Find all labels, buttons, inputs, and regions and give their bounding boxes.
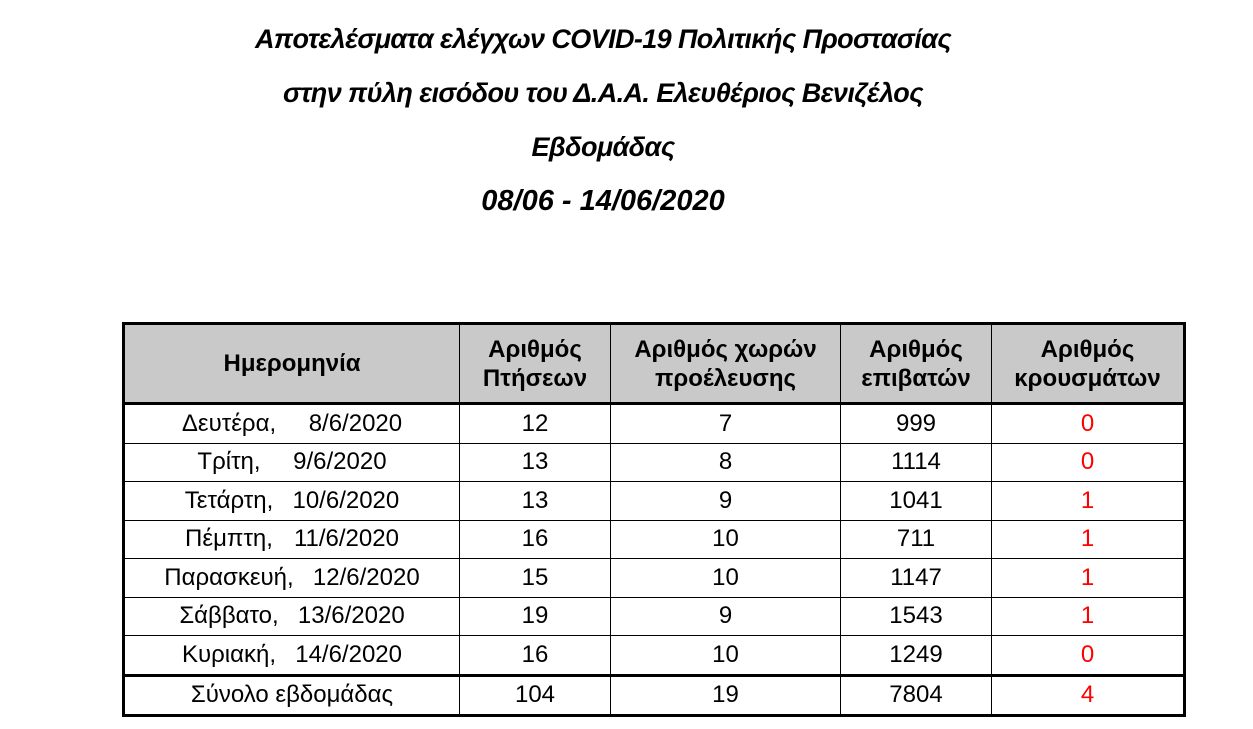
date-value: 8/6/2020: [308, 409, 403, 437]
title-line-3: Εβδομάδας: [531, 132, 675, 162]
date-cell: [124, 597, 460, 636]
date-value: 9/6/2020: [293, 448, 387, 476]
date-cell: [124, 482, 460, 521]
table-row: [124, 482, 1185, 521]
countries-cell: 9: [611, 597, 841, 636]
total-row: [124, 675, 1185, 716]
cases-cell: 0: [992, 404, 1185, 444]
passengers-cell: 711: [841, 520, 992, 559]
countries-cell: 10: [611, 636, 841, 676]
header-flights: Αριθμός Πτήσεων: [460, 324, 611, 404]
date-value: 13/6/2020: [297, 602, 405, 630]
flights-cell: 15: [460, 559, 611, 598]
countries-cell: 8: [611, 443, 841, 482]
flights-cell: 12: [460, 404, 611, 444]
cases-cell: 1: [992, 559, 1185, 598]
day-name: Πέμπτη,: [185, 525, 273, 553]
table-row: [124, 520, 1185, 559]
flights-cell: 13: [460, 443, 611, 482]
header-countries: Αριθμός χωρών προέλευσης: [611, 324, 841, 404]
cases-cell: 1: [992, 597, 1185, 636]
passengers-cell: 1147: [841, 559, 992, 598]
date-cell: [124, 443, 460, 482]
table-header-row: [124, 324, 1185, 404]
cases-cell: 1: [992, 482, 1185, 521]
countries-cell: 10: [611, 559, 841, 598]
header-date: Ημερομηνία: [124, 324, 460, 404]
day-name: Σάββατο,: [179, 602, 279, 630]
countries-cell: 9: [611, 482, 841, 521]
passengers-cell: 1114: [841, 443, 992, 482]
title-line-1: Αποτελέσματα ελέγχων COVID-19 Πολιτικής Προστασίας: [254, 24, 952, 54]
date-value: 11/6/2020: [293, 525, 399, 553]
table-row: [124, 636, 1185, 676]
date-cell: [124, 520, 460, 559]
total-label: Σύνολο εβδομάδας: [124, 675, 460, 716]
cases-cell: 1: [992, 520, 1185, 559]
day-name: Τετάρτη,: [184, 486, 274, 514]
table-row: [124, 443, 1185, 482]
date-value: 12/6/2020: [312, 563, 420, 591]
flights-cell: 16: [460, 520, 611, 559]
cases-cell: 0: [992, 636, 1185, 676]
table-row: [124, 404, 1185, 444]
total-countries: 19: [611, 675, 841, 716]
flights-cell: 16: [460, 636, 611, 676]
title-date-range: 08/06 - 14/06/2020: [481, 185, 725, 217]
countries-cell: 10: [611, 520, 841, 559]
passengers-cell: 1249: [841, 636, 992, 676]
header-passengers: Αριθμός επιβατών: [841, 324, 992, 404]
date-value: 10/6/2020: [292, 486, 400, 514]
day-name: Κυριακή,: [181, 640, 276, 668]
date-cell: [124, 636, 460, 676]
date-value: 14/6/2020: [295, 640, 402, 668]
table-row: [124, 597, 1185, 636]
total-cases: 4: [992, 675, 1185, 716]
cases-cell: 0: [992, 443, 1185, 482]
day-name: Δευτέρα,: [181, 409, 277, 437]
countries-cell: 7: [611, 404, 841, 444]
passengers-cell: 1543: [841, 597, 992, 636]
passengers-cell: 999: [841, 404, 992, 444]
results-table: [122, 322, 1186, 717]
date-cell: [124, 404, 460, 444]
total-flights: 104: [460, 675, 611, 716]
header-cases: Αριθμός κρουσμάτων: [992, 324, 1185, 404]
date-cell: [124, 559, 460, 598]
total-passengers: 7804: [841, 675, 992, 716]
passengers-cell: 1041: [841, 482, 992, 521]
title-line-2: στην πύλη εισόδου του Δ.Α.Α. Ελευθέριος Βενιζέλος: [283, 78, 923, 108]
report-title: [0, 12, 1206, 228]
flights-cell: 13: [460, 482, 611, 521]
day-name: Τρίτη,: [197, 448, 261, 476]
flights-cell: 19: [460, 597, 611, 636]
day-name: Παρασκευή,: [164, 563, 294, 591]
table-row: [124, 559, 1185, 598]
